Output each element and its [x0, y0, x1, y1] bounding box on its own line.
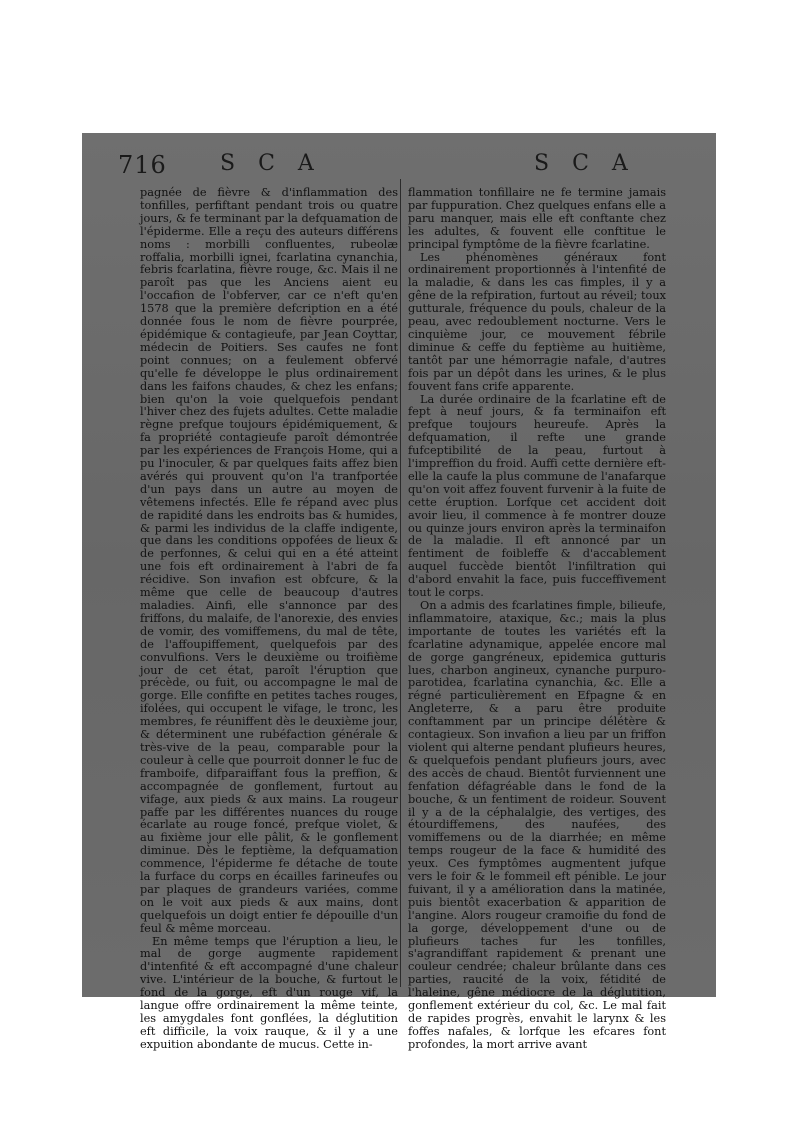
- right-paragraph: On a admis des fcarlatines fimple, bilieufe, inflammatoire, ataxique, &c.; mais la plus importante de toutes les variétés eft la fcarlatine adynamique, appelée encore mal de gorge gangréneux, epidemica gutturis lues, charbon angineux, cynanche purpuro-parotidea, fcarlatina cynanchia, &c. Elle a régné particulièrement en Efpagne & en Angleterre, & a paru être produite conftamment par un principe délétère & contagieux. Son invafion a lieu par un friffon violent qui alterne pendant plufieurs heures, & quelquefois pendant plufieurs jours, avec des accès de chaud. Bientôt furviennent une fenfation défagréable dans le fond de la bouche, & un fentiment de roideur. Souvent il y a de la céphalalgie, des vertiges, des étourdiffemens, des naufées, des vomiffemens ou de la diarrhée; en même temps rougeur de la face & humidité des yeux. Ces fymptômes augmentent jufque vers le foir & le fommeil eft pénible. Le jour fuivant, il y a amélioration dans la matinée, puis bientôt exacerbation & apparition de l'angine. Alors rougeur cramoifie du fond de la gorge, développement d'une ou de plufieurs taches fur les tonfilles, s'agrandiffant rapidement & prenant une couleur cendrée; chaleur brûlante dans ces parties, raucité de la voix, fétidité de l'haleine, gêne médiocre de la déglutition, gonflement extérieur du col, &c. Le mal fait de rapides progrès, envahit le larynx & les foffes nafales, & lorfque les efcares font profondes, la mort arrive avant: [408, 599, 666, 1051]
- right-column: [408, 187, 666, 1052]
- right-paragraph: flammation tonfillaire ne fe termine jamais par fuppuration. Chez quelques enfans elle a paru manquer, mais elle eft conftante chez les adultes, & fouvent elle conftitue le principal fymptôme de la fièvre fcarlatine.: [408, 186, 666, 251]
- column-divider: [400, 179, 401, 987]
- left-running-head: S C A: [220, 151, 322, 176]
- right-paragraph: Les phénomènes généraux font ordinairement proportionnés à l'intenfité de la maladie, & dans les cas fimples, il y a gêne de la refpiration, furtout au réveil; toux gutturale, fréquence du pouls, chaleur de la peau, avec redoublement nocturne. Vers le cinquième jour, ce mouvement fébrile diminue & ceffe du feptième au huitième, tantôt par une hémorragie nafale, d'autres fois par un dépôt dans les urines, & le plus fouvent fans crife apparente.: [408, 250, 666, 393]
- left-paragraph: pagnée de fièvre & d'inflammation des tonfilles, perfiftant pendant trois ou quatre jours, & fe terminant par la defquamation de l'épiderme. Elle a reçu des auteurs différens noms : morbilli confluentes, rubeolæ roffalia, morbilli ignei, fcarlatina cynanchia, febris fcarlatina, fièvre rouge, &c. Mais il ne paroît pas que les Anciens aient eu l'occafion de l'obferver, car ce n'eft qu'en 1578 que la première defcription en a été donnée fous le nom de fièvre pourprée, épidémique & contagieufe, par Jean Coyttar, médecin de Poitiers. Ses caufes ne font point connues; on a feulement obfervé qu'elle fe développe le plus ordinairement dans les faifons chaudes, & chez les enfans; bien qu'on la voie quelquefois pendant l'hiver chez des fujets adultes. Cette maladie règne prefque toujours épidémiquement, & fa propriété contagieufe paroît démontrée par les expériences de François Home, qui a pu l'inoculer, & par quelques faits affez bien avérés qui prouvent qu'on l'a tranfportée d'un pays dans un autre au moyen de vêtemens infectés. Elle fe répand avec plus de rapidité dans les endroits bas & humides, & parmi les individus de la claffe indigente, que dans les conditions oppofées de lieux & de perfonnes, & celui qui en a été atteint une fois eft ordinairement à l'abri de fa récidive. Son invafion est obfcure, & la même que celle de beaucoup d'autres maladies. Ainfi, elle s'annonce par des friffons, du malaife, de l'anorexie, des envies de vomir, des vomiffemens, du mal de tête, de l'affoupiffement, quelquefois par des convulfions. Vers le deuxième ou troifième jour de cet état, paroît l'éruption que précède, ou fuit, ou accompagne le mal de gorge. Elle confifte en petites taches rouges, ifolées, qui occupent le vifage, le tronc, les membres, fe réuniffent dès le deuxième jour, & déterminent une rubéfaction générale & très-vive de la peau, comparable pour la couleur à celle que pourroit donner le fuc de framboife, difparaiffant fous la preffion, & accompagnée de gonflement, furtout au vifage, aux pieds & aux mains. La rougeur paffe par les différentes nuances du rouge écarlate au rouge foncé, prefque violet, & au fixième jour elle pâlit, & le gonflement diminue. Dès le feptième, la defquamation commence, l'épiderme fe détache de toute la furface du corps en écailles farineufes ou par plaques de grandeurs variées, comme on le voit aux pieds & aux mains, dont quelquefois un doigt entier fe dépouille d'un feul & même morceau.: [140, 186, 398, 935]
- scanned-page: [82, 133, 716, 1051]
- right-paragraph: La durée ordinaire de la fcarlatine eft de fept à neuf jours, & fa terminaifon eft prefque toujours heureufe. Après la defquamation, il refte une grande fufceptibilité de la peau, furtout à l'impreffion du froid. Auffi cette dernière eft-elle la caufe la plus commune de l'anafarque qu'on voit affez fouvent furvenir à la fuite de cette éruption. Lorfque cet accident doit avoir lieu, il commence à fe montrer douze ou quinze jours environ après la terminaifon de la maladie. Il eft annoncé par un fentiment de foibleffe & d'accablement auquel fuccède bientôt l'infiltration qui d'abord envahit la face, puis fucceffivement tout le corps.: [408, 392, 666, 600]
- left-paragraph: En même temps que l'éruption a lieu, le mal de gorge augmente rapidement d'intenfité & eft accompagné d'une chaleur vive. L'intérieur de la bouche, & furtout le fond de la gorge, eft d'un rouge vif, la langue offre ordinairement la même teinte, les amygdales font gonflées, la déglutition eft difficile, la voix rauque, & il y a une expuition abondante de mucus. Cette in-: [140, 934, 398, 1051]
- right-running-head: S C A: [534, 151, 636, 176]
- running-header: [82, 151, 716, 181]
- left-column: [140, 187, 398, 1052]
- page-number: 716: [118, 151, 167, 179]
